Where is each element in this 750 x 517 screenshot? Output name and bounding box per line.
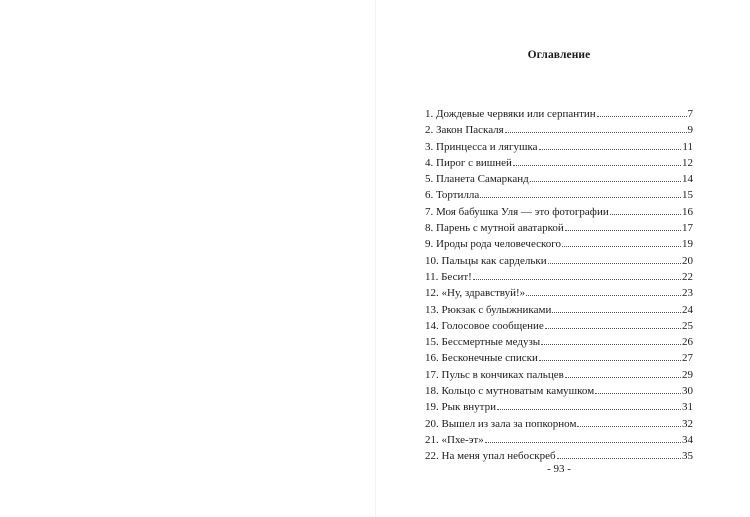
- toc-entry-label: 8. Парень с мутной аватаркой: [425, 222, 564, 235]
- toc-entry-page: 14: [682, 173, 693, 186]
- toc-entry: [425, 432, 693, 448]
- toc-dot-leader: [610, 214, 681, 215]
- toc-entry-label: 17. Пульс в кончиках пальцев: [425, 368, 564, 381]
- page-number: - 93 -: [547, 463, 571, 475]
- toc-entry: [425, 383, 693, 399]
- toc-dot-leader: [548, 263, 681, 264]
- toc-entry-page: 25: [682, 319, 693, 332]
- toc-entry: [425, 155, 693, 171]
- toc-dot-leader: [565, 230, 681, 231]
- toc-entry-page: 32: [682, 417, 693, 430]
- toc-entry: [425, 399, 693, 415]
- toc-entry-page: 12: [682, 156, 693, 169]
- toc-entry: [425, 171, 693, 187]
- toc-dot-leader: [597, 116, 687, 117]
- toc-entry-label: 12. «Ну, здравствуй!»: [425, 287, 526, 300]
- toc-list: [425, 106, 693, 465]
- toc-dot-leader: [562, 246, 681, 247]
- toc-entry-page: 34: [682, 433, 693, 446]
- toc-entry-label: 20. Вышел из зала за попкорном: [425, 417, 577, 430]
- toc-entry-label: 13. Рюкзак с булыжниками: [425, 303, 552, 316]
- toc-entry-page: 30: [682, 385, 693, 398]
- toc-dot-leader: [513, 165, 681, 166]
- toc-entry-page: 26: [682, 336, 693, 349]
- toc-title: Оглавление: [527, 49, 591, 61]
- toc-entry-page: 22: [682, 270, 693, 283]
- toc-entry: [425, 269, 693, 285]
- toc-entry-page: 29: [682, 368, 693, 381]
- toc-entry: [425, 318, 693, 334]
- toc-dot-leader: [595, 393, 681, 394]
- toc-dot-leader: [485, 442, 681, 443]
- toc-dot-leader: [565, 377, 681, 378]
- toc-entry: [425, 350, 693, 366]
- toc-entry-label: 14. Голосовое сообщение: [425, 319, 544, 332]
- toc-entry-label: 1. Дождевые червяки или серпантин: [425, 108, 596, 120]
- toc-entry-label: 9. Ироды рода человеческого: [425, 238, 562, 251]
- toc-entry-page: 17: [682, 222, 693, 235]
- toc-entry: [425, 204, 693, 220]
- toc-entry: [425, 416, 693, 432]
- toc-entry-label: 15. Бессмертные медузы: [425, 336, 541, 349]
- toc-dot-leader: [480, 197, 681, 198]
- toc-entry: [425, 334, 693, 350]
- toc-entry: [425, 367, 693, 383]
- toc-entry: [425, 236, 693, 252]
- toc-entry-page: 35: [682, 450, 693, 463]
- toc-entry-label: 16. Бесконечные списки: [425, 352, 538, 365]
- toc-dot-leader: [497, 409, 681, 410]
- toc-entry: [425, 139, 693, 155]
- toc-entry-label: 19. Рык внутри: [425, 401, 497, 414]
- toc-entry-label: 21. «Пхе-эт»: [425, 433, 484, 446]
- toc-entry: [425, 220, 693, 236]
- toc-dot-leader: [539, 149, 682, 150]
- toc-dot-leader: [505, 132, 687, 133]
- toc-entry-page: 16: [682, 205, 693, 218]
- toc-entry-label: 10. Пальцы как сардельки: [425, 254, 547, 267]
- toc-entry-label: 4. Пирог с вишней: [425, 156, 512, 169]
- toc-entry: [425, 106, 693, 122]
- toc-entry-label: 2. Закон Паскаля: [425, 124, 504, 137]
- toc-dot-leader: [552, 312, 681, 313]
- toc-dot-leader: [526, 295, 681, 296]
- toc-entry-label: 5. Планета Самарканд: [425, 173, 529, 186]
- toc-entry-label: 7. Моя бабушка Уля — это фотографии: [425, 205, 609, 218]
- toc-entry-page: 7: [687, 108, 693, 120]
- toc-entry: [425, 122, 693, 138]
- toc-entry-label: 22. На меня упал небоскреб: [425, 450, 556, 463]
- toc-dot-leader: [539, 360, 681, 361]
- spread-divider: [375, 0, 376, 517]
- toc-entry-page: 15: [682, 189, 693, 202]
- toc-dot-leader: [577, 426, 681, 427]
- toc-dot-leader: [541, 344, 681, 345]
- toc-entry-page: 19: [682, 238, 693, 251]
- toc-dot-leader: [530, 181, 681, 182]
- toc-entry-page: 20: [682, 254, 693, 267]
- toc-entry-page: 23: [682, 287, 693, 300]
- toc-entry-label: 3. Принцесса и лягушка: [425, 140, 538, 153]
- toc-entry: [425, 302, 693, 318]
- toc-entry-page: 9: [687, 124, 693, 137]
- toc-entry-label: 11. Бесит!: [425, 270, 472, 283]
- toc-dot-leader: [557, 458, 681, 459]
- toc-entry-page: 11: [682, 140, 693, 153]
- toc-entry-page: 24: [682, 303, 693, 316]
- toc-entry: [425, 187, 693, 203]
- toc-dot-leader: [473, 279, 681, 280]
- toc-entry-label: 18. Кольцо с мутноватым камушком: [425, 385, 595, 398]
- toc-entry: [425, 285, 693, 301]
- toc-entry-page: 27: [682, 352, 693, 365]
- toc-entry: [425, 253, 693, 269]
- toc-entry-label: 6. Тортилла: [425, 189, 480, 202]
- toc-entry-page: 31: [682, 401, 693, 414]
- toc-dot-leader: [545, 328, 681, 329]
